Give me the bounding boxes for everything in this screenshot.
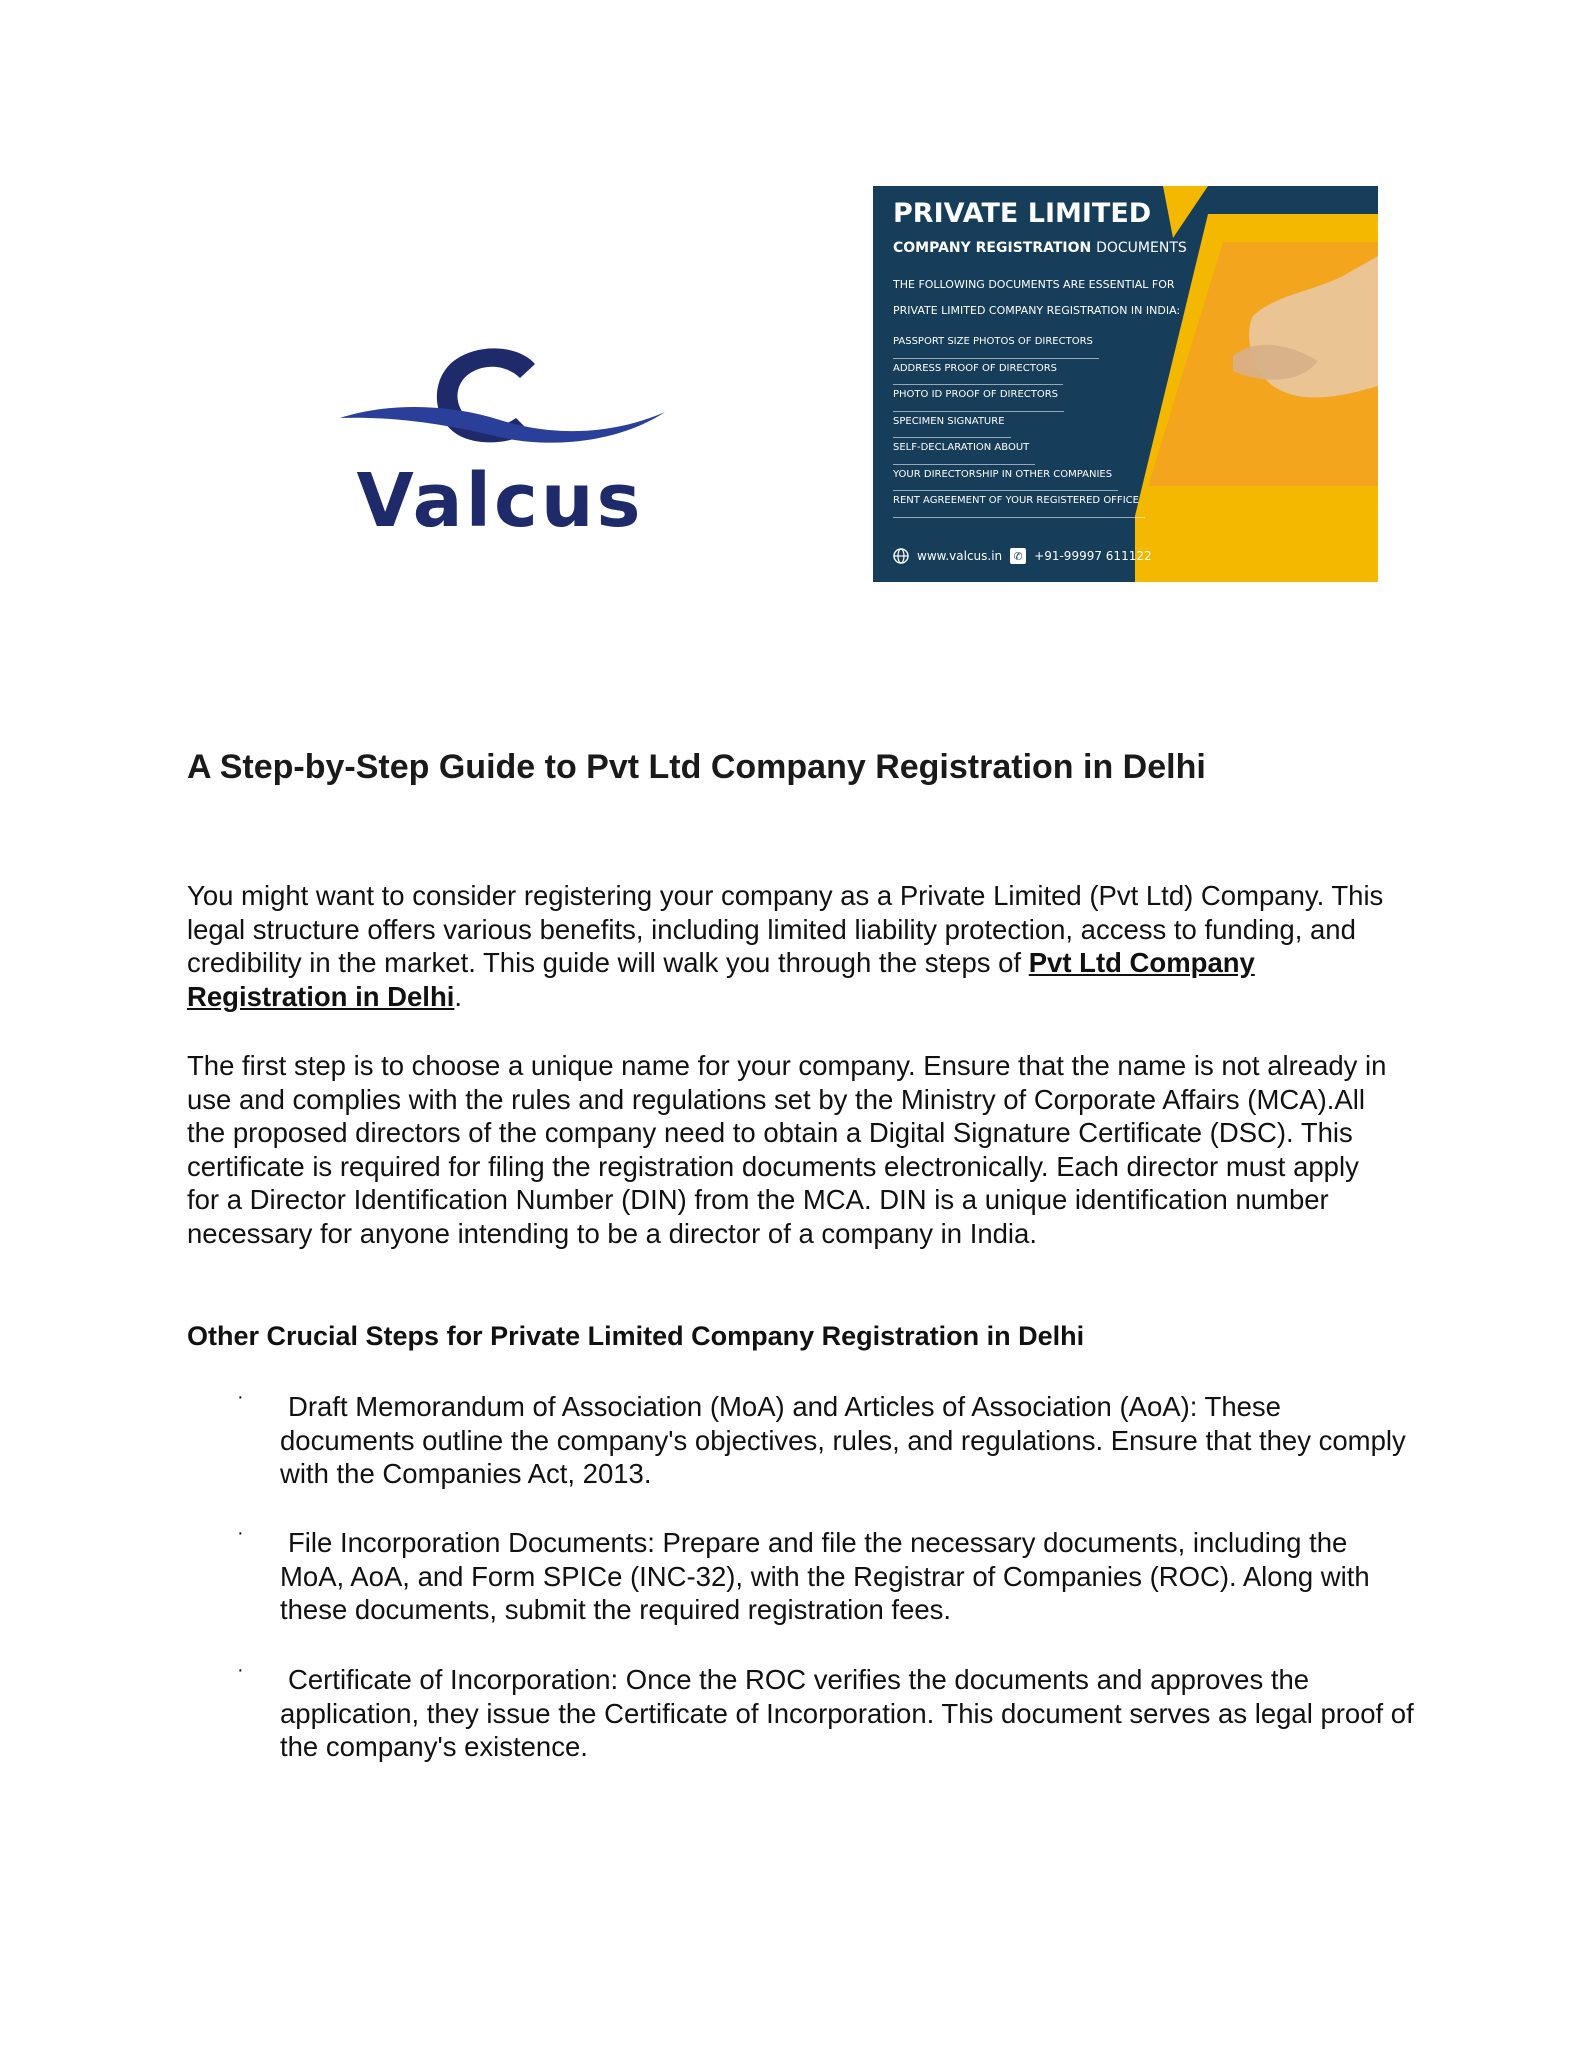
banner-phone: +91-99997 611122 bbox=[1034, 549, 1152, 563]
bullet-icon: · bbox=[237, 1386, 244, 1408]
banner-list-item: ADDRESS PROOF OF DIRECTORS bbox=[893, 359, 1063, 386]
banner-list-item: SPECIMEN SIGNATURE bbox=[893, 412, 1011, 439]
list-item bbox=[237, 1386, 1417, 1491]
list-item-text: File Incorporation Documents: Prepare and file the necessary documents, including the MoA, AoA, and Form SPICe (INC-32), with the Registrar of Companies (ROC). Along with these documents, submit the required registration fees. bbox=[280, 1527, 1370, 1625]
bullet-icon: · bbox=[237, 1659, 244, 1681]
banner-subtitle-bold: COMPANY REGISTRATION bbox=[893, 240, 1092, 256]
banner-subtitle bbox=[893, 240, 1187, 256]
intro-paragraph bbox=[187, 879, 1387, 1013]
logo-c-wave-icon bbox=[330, 340, 670, 470]
registration-link[interactable]: Pvt Ltd Company Registration in Delhi bbox=[187, 947, 1255, 1012]
banner-list-item: PHOTO ID PROOF OF DIRECTORS bbox=[893, 385, 1064, 412]
registration-documents-banner bbox=[873, 186, 1378, 582]
logo-wordmark: Valcus bbox=[356, 458, 644, 544]
intro-text: You might want to consider registering your company as a Private Limited (Pvt Ltd) Company. This legal structure offers various benefits, including limited liability protection, access to funding, and credibility in the market. This guide will walk you through the steps of bbox=[187, 880, 1384, 978]
banner-subtitle-rest: DOCUMENTS bbox=[1096, 240, 1187, 256]
banner-documents-list bbox=[893, 332, 1145, 518]
banner-list-item: SELF-DECLARATION ABOUT bbox=[893, 438, 1035, 465]
valcus-logo bbox=[330, 340, 670, 544]
phone-icon: ✆ bbox=[1010, 548, 1026, 564]
globe-icon bbox=[893, 548, 909, 564]
list-item-text: Certificate of Incorporation: Once the ROC verifies the documents and approves the application, they issue the Certificate of Incorporation. This document serves as legal proof of the company's existence. bbox=[280, 1664, 1414, 1762]
list-item bbox=[237, 1522, 1417, 1627]
section-heading: Other Crucial Steps for Private Limited Company Registration in Delhi bbox=[187, 1321, 1085, 1351]
list-item-text: Draft Memorandum of Association (MoA) and Articles of Association (AoA): These documents outline the company's objectives, rules, and regulations. Ensure that they comply with the Companies Act, 2013. bbox=[280, 1391, 1406, 1489]
bullet-icon: · bbox=[237, 1522, 244, 1544]
list-item bbox=[237, 1659, 1417, 1764]
banner-list-item: YOUR DIRECTORSHIP IN OTHER COMPANIES bbox=[893, 465, 1118, 492]
banner-website: www.valcus.in bbox=[917, 549, 1003, 563]
banner-list-item: PASSPORT SIZE PHOTOS OF DIRECTORS bbox=[893, 332, 1099, 359]
banner-intro: THE FOLLOWING DOCUMENTS ARE ESSENTIAL FOR PRIVATE LIMITED COMPANY REGISTRATION IN INDIA: bbox=[893, 278, 1181, 317]
banner-footer bbox=[893, 548, 1152, 564]
banner-title: PRIVATE LIMITED bbox=[893, 198, 1152, 229]
banner-list-item: RENT AGREEMENT OF YOUR REGISTERED OFFICE bbox=[893, 491, 1145, 518]
page-title: A Step-by-Step Guide to Pvt Ltd Company Registration in Delhi bbox=[187, 748, 1206, 786]
steps-paragraph: The first step is to choose a unique name for your company. Ensure that the name is not already in use and complies with the rules and regulations set by the Ministry of Corporate Affairs (MCA).All the proposed directors of the company need to obtain a Digital Signature Certificate (DSC). This certificate is required for filing the registration documents electronically. Each director must apply for a Director Identification Number (DIN) from the MCA. DIN is a unique identification number necessary for anyone intending to be a director of a company in India. bbox=[187, 1050, 1387, 1249]
intro-end: . bbox=[454, 980, 463, 1012]
